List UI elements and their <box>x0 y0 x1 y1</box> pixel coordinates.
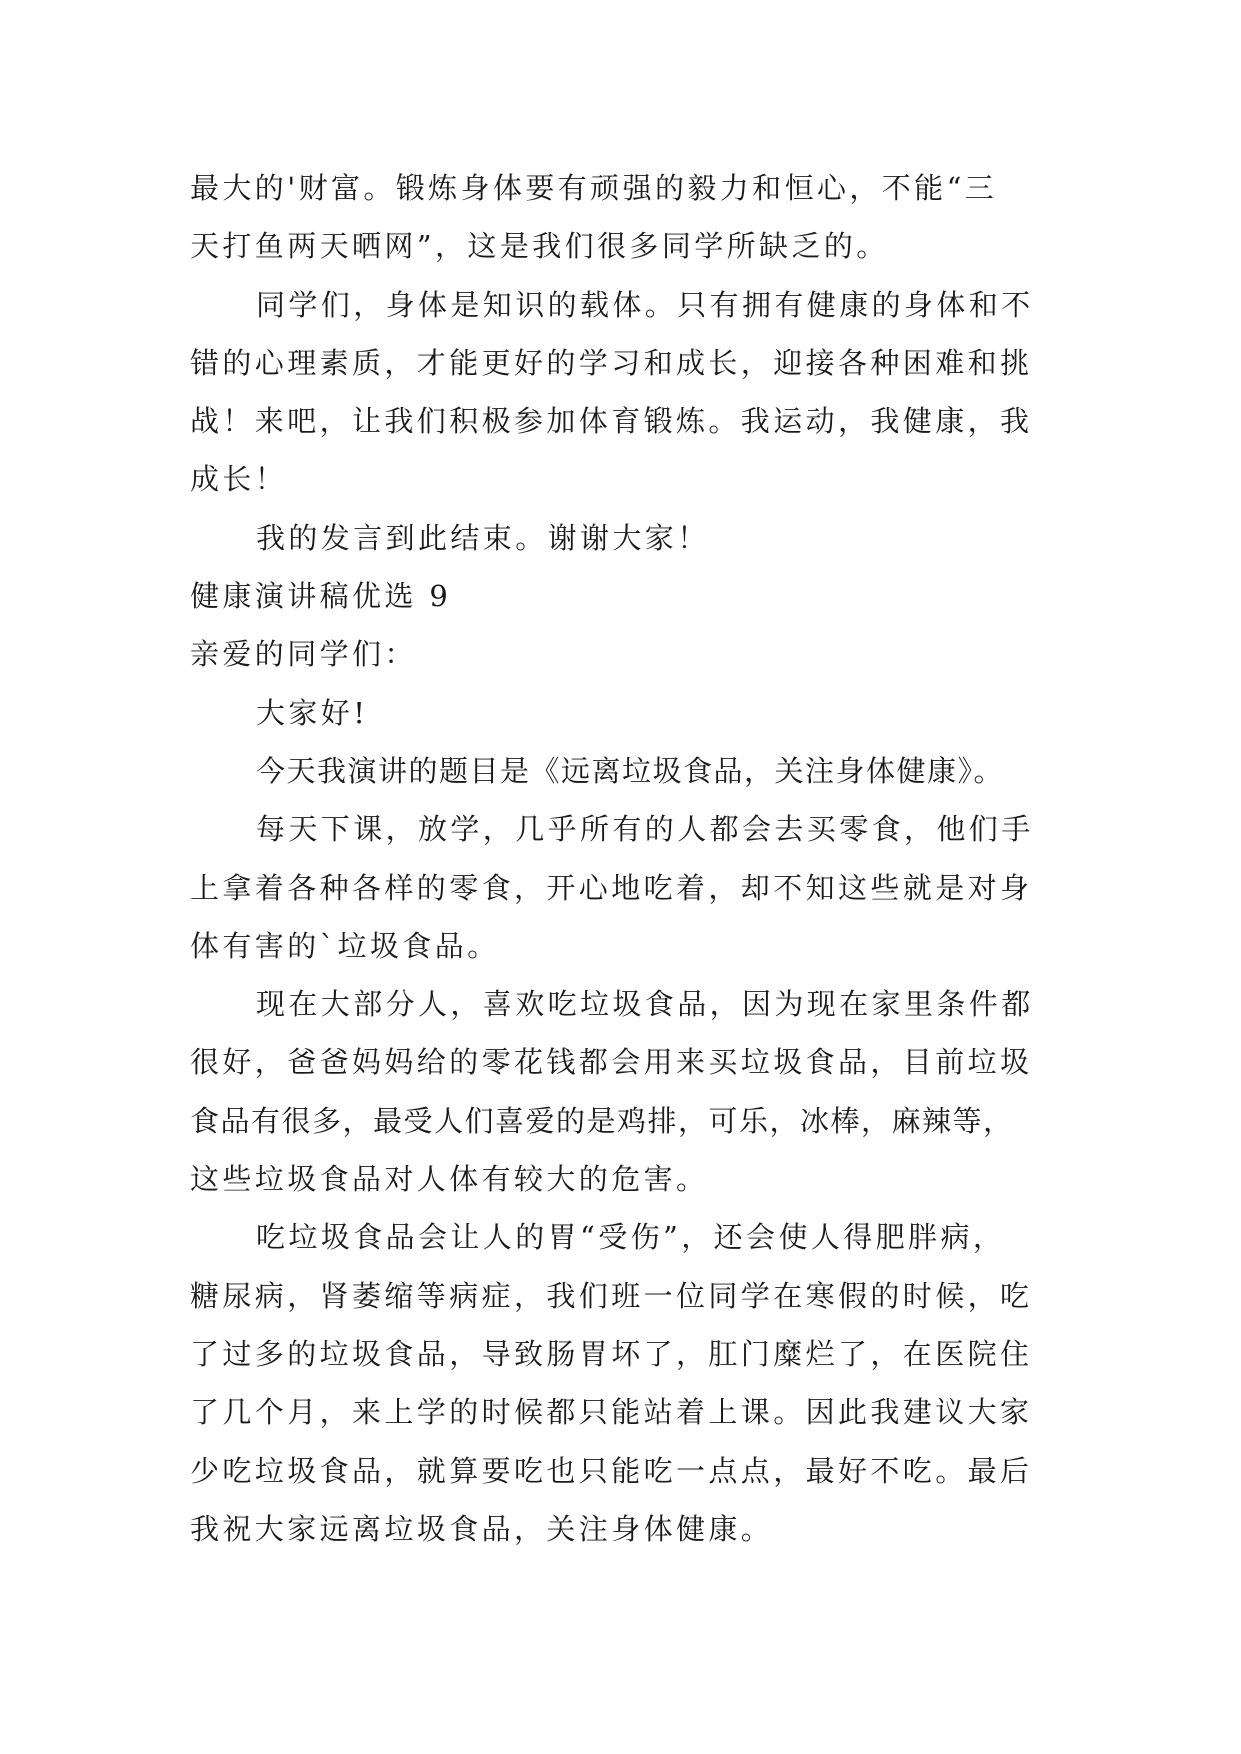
text-line: 错的心理素质，才能更好的学习和成长，迎接各种困难和挑 <box>190 345 1033 380</box>
greeting: 大家好! <box>256 695 369 730</box>
text-line: 上拿着各种各样的零食，开心地吃着，却不知这些就是对身 <box>190 870 1033 905</box>
text-line: 天打鱼两天晒网”，这是我们很多同学所缺乏的。 <box>190 229 889 264</box>
text-line: 食品有很多，最受人们喜爱的是鸡排，可乐，冰棒，麻辣等， <box>190 1103 1014 1138</box>
paragraph-start-line: 现在大部分人，喜欢吃垃圾食品，因为现在家里条件都 <box>256 987 1034 1022</box>
paragraph-start-line: 每天下课，放学，几乎所有的人都会去买零食，他们手 <box>256 812 1034 847</box>
text-line: 了过多的垃圾食品，导致肠胃坏了，肛门糜烂了，在医院住 <box>190 1336 1033 1371</box>
text-line: 糖尿病，肾萎缩等病症，我们班一位同学在寒假的时候，吃 <box>190 1278 1033 1313</box>
paragraph-start-line: 同学们，身体是知识的载体。只有拥有健康的身体和不 <box>256 287 1034 322</box>
speech-topic-line: 今天我演讲的题目是《远离垃圾食品，关注身体健康》。 <box>256 753 1005 788</box>
section-heading: 健康演讲稿优选 9 <box>190 579 452 614</box>
text-line: 体有害的`垃圾食品。 <box>190 928 500 963</box>
text-line: 了几个月，来上学的时候都只能站着上课。因此我建议大家 <box>190 1395 1033 1430</box>
text-line: 我祝大家远离垃圾食品，关注身体健康。 <box>190 1511 774 1546</box>
paragraph-start-line: 吃垃圾食品会让人的胃“受伤”，还会使人得肥胖病， <box>256 1220 1006 1255</box>
text-line: 少吃垃圾食品，就算要吃也只能吃一点点，最好不吃。最后 <box>190 1453 1033 1488</box>
text-line: 成长！ <box>190 462 288 497</box>
text-line: 最大的'财富。锻炼身体要有顽强的毅力和恒心，不能“三 <box>190 171 998 205</box>
salutation: 亲爱的同学们： <box>190 637 417 672</box>
text-line: 战！来吧，让我们积极参加体育锻炼。我运动，我健康，我 <box>190 404 1033 439</box>
text-line: 很好，爸爸妈妈给的零花钱都会用来买垃圾食品，目前垃圾 <box>190 1045 1033 1080</box>
document-body <box>190 159 1070 1558</box>
text-line: 这些垃圾食品对人体有较大的危害。 <box>190 1162 709 1197</box>
paragraph-start-line: 我的发言到此结束。谢谢大家！ <box>256 520 710 555</box>
